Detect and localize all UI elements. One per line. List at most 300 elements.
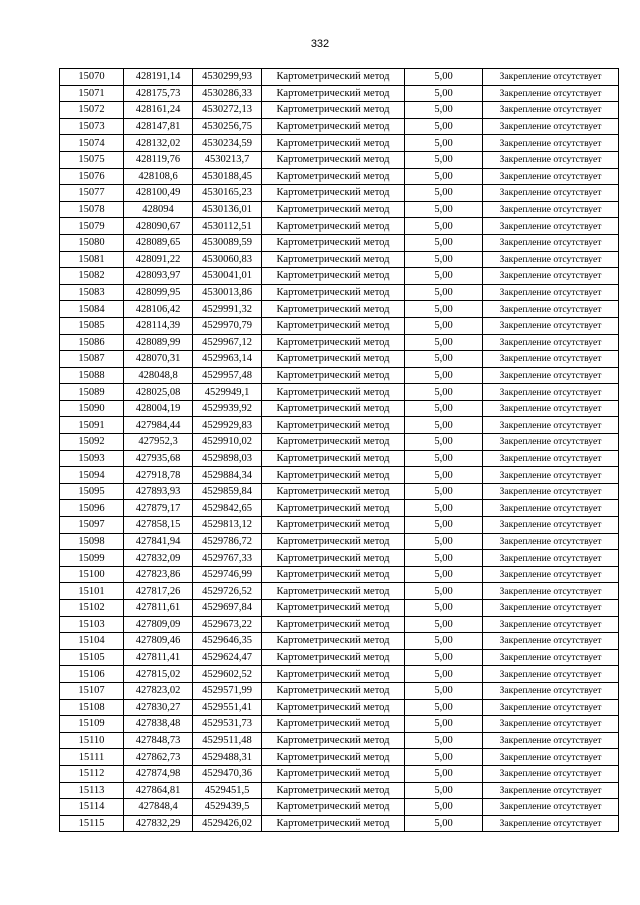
- x-coordinate-cell: 427874,98: [124, 765, 193, 782]
- determination-method-cell: Картометрический метод: [262, 450, 405, 467]
- y-coordinate-cell: 4529813,12: [193, 517, 262, 534]
- table-row: [60, 732, 619, 749]
- x-coordinate-cell: 427984,44: [124, 417, 193, 434]
- accuracy-cell: 5,00: [405, 765, 483, 782]
- fixing-description-cell: Закрепление отсутствует: [483, 550, 619, 567]
- fixing-description-cell: Закрепление отсутствует: [483, 566, 619, 583]
- y-coordinate-cell: 4529842,65: [193, 500, 262, 517]
- x-coordinate-cell: 428147,81: [124, 118, 193, 135]
- determination-method-cell: Картометрический метод: [262, 483, 405, 500]
- accuracy-cell: 5,00: [405, 135, 483, 152]
- point-number-cell: 15087: [60, 351, 124, 368]
- table-row: [60, 334, 619, 351]
- page-number: 332: [310, 38, 330, 50]
- y-coordinate-cell: 4529697,84: [193, 600, 262, 617]
- point-number-cell: 15092: [60, 434, 124, 451]
- y-coordinate-cell: 4529949,1: [193, 384, 262, 401]
- determination-method-cell: Картометрический метод: [262, 699, 405, 716]
- fixing-description-cell: Закрепление отсутствует: [483, 367, 619, 384]
- y-coordinate-cell: 4530256,75: [193, 118, 262, 135]
- x-coordinate-cell: 427811,41: [124, 649, 193, 666]
- fixing-description-cell: Закрепление отсутствует: [483, 384, 619, 401]
- table-row: [60, 782, 619, 799]
- fixing-description-cell: Закрепление отсутствует: [483, 732, 619, 749]
- table-row: [60, 533, 619, 550]
- y-coordinate-cell: 4529470,36: [193, 765, 262, 782]
- x-coordinate-cell: 428119,76: [124, 151, 193, 168]
- point-number-cell: 15102: [60, 600, 124, 617]
- x-coordinate-cell: 427832,29: [124, 815, 193, 832]
- x-coordinate-cell: 428090,67: [124, 218, 193, 235]
- point-number-cell: 15089: [60, 384, 124, 401]
- fixing-description-cell: Закрепление отсутствует: [483, 500, 619, 517]
- accuracy-cell: 5,00: [405, 85, 483, 102]
- point-number-cell: 15083: [60, 284, 124, 301]
- point-number-cell: 15084: [60, 301, 124, 318]
- table-row: [60, 517, 619, 534]
- determination-method-cell: Картометрический метод: [262, 533, 405, 550]
- determination-method-cell: Картометрический метод: [262, 732, 405, 749]
- y-coordinate-cell: 4530272,13: [193, 102, 262, 119]
- table-row: [60, 500, 619, 517]
- fixing-description-cell: Закрепление отсутствует: [483, 218, 619, 235]
- accuracy-cell: 5,00: [405, 417, 483, 434]
- point-number-cell: 15088: [60, 367, 124, 384]
- point-number-cell: 15090: [60, 400, 124, 417]
- fixing-description-cell: Закрепление отсутствует: [483, 234, 619, 251]
- table-row: [60, 815, 619, 832]
- point-number-cell: 15077: [60, 185, 124, 202]
- x-coordinate-cell: 427815,02: [124, 666, 193, 683]
- table-row: [60, 600, 619, 617]
- x-coordinate-cell: 428191,14: [124, 69, 193, 86]
- point-number-cell: 15107: [60, 682, 124, 699]
- table-row: [60, 799, 619, 816]
- x-coordinate-cell: 427823,86: [124, 566, 193, 583]
- x-coordinate-cell: 428093,97: [124, 268, 193, 285]
- fixing-description-cell: Закрепление отсутствует: [483, 483, 619, 500]
- point-number-cell: 15103: [60, 616, 124, 633]
- x-coordinate-cell: 428091,22: [124, 251, 193, 268]
- x-coordinate-cell: 427823,02: [124, 682, 193, 699]
- accuracy-cell: 5,00: [405, 400, 483, 417]
- accuracy-cell: 5,00: [405, 317, 483, 334]
- y-coordinate-cell: 4530213,7: [193, 151, 262, 168]
- accuracy-cell: 5,00: [405, 583, 483, 600]
- accuracy-cell: 5,00: [405, 666, 483, 683]
- y-coordinate-cell: 4529624,47: [193, 649, 262, 666]
- table-row: [60, 666, 619, 683]
- fixing-description-cell: Закрепление отсутствует: [483, 168, 619, 185]
- x-coordinate-cell: 428132,02: [124, 135, 193, 152]
- determination-method-cell: Картометрический метод: [262, 434, 405, 451]
- x-coordinate-cell: 427841,94: [124, 533, 193, 550]
- y-coordinate-cell: 4530286,33: [193, 85, 262, 102]
- accuracy-cell: 5,00: [405, 151, 483, 168]
- x-coordinate-cell: 427817,26: [124, 583, 193, 600]
- table-row: [60, 682, 619, 699]
- determination-method-cell: Картометрический метод: [262, 201, 405, 218]
- fixing-description-cell: Закрепление отсутствует: [483, 600, 619, 617]
- accuracy-cell: 5,00: [405, 218, 483, 235]
- accuracy-cell: 5,00: [405, 533, 483, 550]
- table-row: [60, 284, 619, 301]
- point-number-cell: 15112: [60, 765, 124, 782]
- determination-method-cell: Картометрический метод: [262, 566, 405, 583]
- x-coordinate-cell: 427879,17: [124, 500, 193, 517]
- fixing-description-cell: Закрепление отсутствует: [483, 201, 619, 218]
- table-row: [60, 483, 619, 500]
- table-row: [60, 118, 619, 135]
- y-coordinate-cell: 4529571,99: [193, 682, 262, 699]
- accuracy-cell: 5,00: [405, 467, 483, 484]
- accuracy-cell: 5,00: [405, 251, 483, 268]
- determination-method-cell: Картометрический метод: [262, 666, 405, 683]
- fixing-description-cell: Закрепление отсутствует: [483, 649, 619, 666]
- point-number-cell: 15097: [60, 517, 124, 534]
- fixing-description-cell: Закрепление отсутствует: [483, 666, 619, 683]
- determination-method-cell: Картометрический метод: [262, 151, 405, 168]
- determination-method-cell: Картометрический метод: [262, 118, 405, 135]
- y-coordinate-cell: 4529786,72: [193, 533, 262, 550]
- point-number-cell: 15080: [60, 234, 124, 251]
- fixing-description-cell: Закрепление отсутствует: [483, 151, 619, 168]
- table-row: [60, 301, 619, 318]
- fixing-description-cell: Закрепление отсутствует: [483, 682, 619, 699]
- table-row: [60, 69, 619, 86]
- accuracy-cell: 5,00: [405, 434, 483, 451]
- x-coordinate-cell: 428106,42: [124, 301, 193, 318]
- determination-method-cell: Картометрический метод: [262, 815, 405, 832]
- point-number-cell: 15086: [60, 334, 124, 351]
- y-coordinate-cell: 4529929,83: [193, 417, 262, 434]
- accuracy-cell: 5,00: [405, 168, 483, 185]
- table-row: [60, 168, 619, 185]
- y-coordinate-cell: 4529767,33: [193, 550, 262, 567]
- table-row: [60, 317, 619, 334]
- point-number-cell: 15096: [60, 500, 124, 517]
- fixing-description-cell: Закрепление отсутствует: [483, 749, 619, 766]
- y-coordinate-cell: 4529673,22: [193, 616, 262, 633]
- y-coordinate-cell: 4530041,01: [193, 268, 262, 285]
- accuracy-cell: 5,00: [405, 268, 483, 285]
- y-coordinate-cell: 4530136,01: [193, 201, 262, 218]
- table-row: [60, 135, 619, 152]
- determination-method-cell: Картометрический метод: [262, 334, 405, 351]
- accuracy-cell: 5,00: [405, 732, 483, 749]
- determination-method-cell: Картометрический метод: [262, 135, 405, 152]
- y-coordinate-cell: 4530060,83: [193, 251, 262, 268]
- fixing-description-cell: Закрепление отсутствует: [483, 118, 619, 135]
- fixing-description-cell: Закрепление отсутствует: [483, 417, 619, 434]
- y-coordinate-cell: 4530089,59: [193, 234, 262, 251]
- determination-method-cell: Картометрический метод: [262, 749, 405, 766]
- x-coordinate-cell: 427918,78: [124, 467, 193, 484]
- accuracy-cell: 5,00: [405, 633, 483, 650]
- table-row: [60, 102, 619, 119]
- point-number-cell: 15099: [60, 550, 124, 567]
- accuracy-cell: 5,00: [405, 749, 483, 766]
- fixing-description-cell: Закрепление отсутствует: [483, 351, 619, 368]
- determination-method-cell: Картометрический метод: [262, 85, 405, 102]
- determination-method-cell: Картометрический метод: [262, 765, 405, 782]
- determination-method-cell: Картометрический метод: [262, 799, 405, 816]
- accuracy-cell: 5,00: [405, 185, 483, 202]
- table-row: [60, 151, 619, 168]
- y-coordinate-cell: 4529939,92: [193, 400, 262, 417]
- point-number-cell: 15115: [60, 815, 124, 832]
- point-number-cell: 15075: [60, 151, 124, 168]
- y-coordinate-cell: 4529426,02: [193, 815, 262, 832]
- accuracy-cell: 5,00: [405, 301, 483, 318]
- y-coordinate-cell: 4529910,02: [193, 434, 262, 451]
- determination-method-cell: Картометрический метод: [262, 317, 405, 334]
- y-coordinate-cell: 4529531,73: [193, 716, 262, 733]
- determination-method-cell: Картометрический метод: [262, 185, 405, 202]
- x-coordinate-cell: 427811,61: [124, 600, 193, 617]
- table-row: [60, 467, 619, 484]
- determination-method-cell: Картометрический метод: [262, 649, 405, 666]
- x-coordinate-cell: 427848,73: [124, 732, 193, 749]
- point-number-cell: 15072: [60, 102, 124, 119]
- accuracy-cell: 5,00: [405, 600, 483, 617]
- y-coordinate-cell: 4529439,5: [193, 799, 262, 816]
- x-coordinate-cell: 428114,39: [124, 317, 193, 334]
- point-number-cell: 15094: [60, 467, 124, 484]
- x-coordinate-cell: 428100,49: [124, 185, 193, 202]
- fixing-description-cell: Закрепление отсутствует: [483, 135, 619, 152]
- fixing-description-cell: Закрепление отсутствует: [483, 699, 619, 716]
- x-coordinate-cell: 427935,68: [124, 450, 193, 467]
- determination-method-cell: Картометрический метод: [262, 517, 405, 534]
- table-row: [60, 85, 619, 102]
- determination-method-cell: Картометрический метод: [262, 301, 405, 318]
- table-row: [60, 218, 619, 235]
- determination-method-cell: Картометрический метод: [262, 218, 405, 235]
- y-coordinate-cell: 4529884,34: [193, 467, 262, 484]
- point-number-cell: 15074: [60, 135, 124, 152]
- point-number-cell: 15079: [60, 218, 124, 235]
- fixing-description-cell: Закрепление отсутствует: [483, 69, 619, 86]
- x-coordinate-cell: 427848,4: [124, 799, 193, 816]
- fixing-description-cell: Закрепление отсутствует: [483, 583, 619, 600]
- y-coordinate-cell: 4529646,35: [193, 633, 262, 650]
- fixing-description-cell: Закрепление отсутствует: [483, 334, 619, 351]
- table-row: [60, 649, 619, 666]
- x-coordinate-cell: 428099,95: [124, 284, 193, 301]
- y-coordinate-cell: 4530165,23: [193, 185, 262, 202]
- x-coordinate-cell: 428089,99: [124, 334, 193, 351]
- x-coordinate-cell: 427809,46: [124, 633, 193, 650]
- point-number-cell: 15113: [60, 782, 124, 799]
- y-coordinate-cell: 4529511,48: [193, 732, 262, 749]
- accuracy-cell: 5,00: [405, 69, 483, 86]
- table-row: [60, 185, 619, 202]
- coordinates-table: [59, 68, 619, 832]
- accuracy-cell: 5,00: [405, 682, 483, 699]
- determination-method-cell: Картометрический метод: [262, 583, 405, 600]
- fixing-description-cell: Закрепление отсутствует: [483, 268, 619, 285]
- determination-method-cell: Картометрический метод: [262, 168, 405, 185]
- determination-method-cell: Картометрический метод: [262, 550, 405, 567]
- y-coordinate-cell: 4530234,59: [193, 135, 262, 152]
- accuracy-cell: 5,00: [405, 517, 483, 534]
- point-number-cell: 15101: [60, 583, 124, 600]
- point-number-cell: 15109: [60, 716, 124, 733]
- table-row: [60, 450, 619, 467]
- point-number-cell: 15108: [60, 699, 124, 716]
- accuracy-cell: 5,00: [405, 284, 483, 301]
- y-coordinate-cell: 4529967,12: [193, 334, 262, 351]
- accuracy-cell: 5,00: [405, 201, 483, 218]
- accuracy-cell: 5,00: [405, 649, 483, 666]
- accuracy-cell: 5,00: [405, 102, 483, 119]
- fixing-description-cell: Закрепление отсутствует: [483, 284, 619, 301]
- table-row: [60, 351, 619, 368]
- x-coordinate-cell: 427864,81: [124, 782, 193, 799]
- point-number-cell: 15091: [60, 417, 124, 434]
- x-coordinate-cell: 428048,8: [124, 367, 193, 384]
- determination-method-cell: Картометрический метод: [262, 367, 405, 384]
- determination-method-cell: Картометрический метод: [262, 600, 405, 617]
- determination-method-cell: Картометрический метод: [262, 284, 405, 301]
- y-coordinate-cell: 4529859,84: [193, 483, 262, 500]
- fixing-description-cell: Закрепление отсутствует: [483, 251, 619, 268]
- table-row: [60, 749, 619, 766]
- point-number-cell: 15105: [60, 649, 124, 666]
- accuracy-cell: 5,00: [405, 815, 483, 832]
- accuracy-cell: 5,00: [405, 483, 483, 500]
- x-coordinate-cell: 427838,48: [124, 716, 193, 733]
- y-coordinate-cell: 4529746,99: [193, 566, 262, 583]
- x-coordinate-cell: 428094: [124, 201, 193, 218]
- accuracy-cell: 5,00: [405, 367, 483, 384]
- point-number-cell: 15082: [60, 268, 124, 285]
- y-coordinate-cell: 4529957,48: [193, 367, 262, 384]
- accuracy-cell: 5,00: [405, 566, 483, 583]
- point-number-cell: 15071: [60, 85, 124, 102]
- table-row: [60, 384, 619, 401]
- accuracy-cell: 5,00: [405, 616, 483, 633]
- point-number-cell: 15106: [60, 666, 124, 683]
- x-coordinate-cell: 428070,31: [124, 351, 193, 368]
- table-row: [60, 583, 619, 600]
- determination-method-cell: Картометрический метод: [262, 500, 405, 517]
- determination-method-cell: Картометрический метод: [262, 69, 405, 86]
- x-coordinate-cell: 427832,09: [124, 550, 193, 567]
- accuracy-cell: 5,00: [405, 799, 483, 816]
- table-row: [60, 201, 619, 218]
- x-coordinate-cell: 427862,73: [124, 749, 193, 766]
- y-coordinate-cell: 4530112,51: [193, 218, 262, 235]
- point-number-cell: 15111: [60, 749, 124, 766]
- fixing-description-cell: Закрепление отсутствует: [483, 400, 619, 417]
- table-row: [60, 268, 619, 285]
- fixing-description-cell: Закрепление отсутствует: [483, 782, 619, 799]
- y-coordinate-cell: 4530013,86: [193, 284, 262, 301]
- table-row: [60, 699, 619, 716]
- point-number-cell: 15073: [60, 118, 124, 135]
- determination-method-cell: Картометрический метод: [262, 251, 405, 268]
- coordinates-table-body: [60, 69, 619, 832]
- point-number-cell: 15070: [60, 69, 124, 86]
- table-row: [60, 765, 619, 782]
- x-coordinate-cell: 428004,19: [124, 400, 193, 417]
- point-number-cell: 15078: [60, 201, 124, 218]
- fixing-description-cell: Закрепление отсутствует: [483, 799, 619, 816]
- y-coordinate-cell: 4529726,52: [193, 583, 262, 600]
- fixing-description-cell: Закрепление отсутствует: [483, 301, 619, 318]
- fixing-description-cell: Закрепление отсутствует: [483, 616, 619, 633]
- y-coordinate-cell: 4529963,14: [193, 351, 262, 368]
- determination-method-cell: Картометрический метод: [262, 400, 405, 417]
- table-row: [60, 367, 619, 384]
- table-row: [60, 633, 619, 650]
- table-row: [60, 434, 619, 451]
- accuracy-cell: 5,00: [405, 334, 483, 351]
- x-coordinate-cell: 427830,27: [124, 699, 193, 716]
- accuracy-cell: 5,00: [405, 550, 483, 567]
- fixing-description-cell: Закрепление отсутствует: [483, 716, 619, 733]
- y-coordinate-cell: 4529488,31: [193, 749, 262, 766]
- point-number-cell: 15098: [60, 533, 124, 550]
- determination-method-cell: Картометрический метод: [262, 268, 405, 285]
- table-row: [60, 234, 619, 251]
- y-coordinate-cell: 4529451,5: [193, 782, 262, 799]
- determination-method-cell: Картометрический метод: [262, 102, 405, 119]
- point-number-cell: 15095: [60, 483, 124, 500]
- table-row: [60, 400, 619, 417]
- accuracy-cell: 5,00: [405, 782, 483, 799]
- point-number-cell: 15114: [60, 799, 124, 816]
- x-coordinate-cell: 428089,65: [124, 234, 193, 251]
- fixing-description-cell: Закрепление отсутствует: [483, 450, 619, 467]
- fixing-description-cell: Закрепление отсутствует: [483, 533, 619, 550]
- table-row: [60, 550, 619, 567]
- point-number-cell: 15076: [60, 168, 124, 185]
- y-coordinate-cell: 4530188,45: [193, 168, 262, 185]
- accuracy-cell: 5,00: [405, 699, 483, 716]
- x-coordinate-cell: 428161,24: [124, 102, 193, 119]
- point-number-cell: 15093: [60, 450, 124, 467]
- x-coordinate-cell: 428025,08: [124, 384, 193, 401]
- table-row: [60, 251, 619, 268]
- table-row: [60, 616, 619, 633]
- determination-method-cell: Картометрический метод: [262, 682, 405, 699]
- x-coordinate-cell: 427893,93: [124, 483, 193, 500]
- point-number-cell: 15081: [60, 251, 124, 268]
- table-row: [60, 566, 619, 583]
- point-number-cell: 15100: [60, 566, 124, 583]
- table-row: [60, 417, 619, 434]
- y-coordinate-cell: 4529602,52: [193, 666, 262, 683]
- determination-method-cell: Картометрический метод: [262, 384, 405, 401]
- y-coordinate-cell: 4529991,32: [193, 301, 262, 318]
- accuracy-cell: 5,00: [405, 118, 483, 135]
- fixing-description-cell: Закрепление отсутствует: [483, 467, 619, 484]
- fixing-description-cell: Закрепление отсутствует: [483, 633, 619, 650]
- y-coordinate-cell: 4530299,93: [193, 69, 262, 86]
- fixing-description-cell: Закрепление отсутствует: [483, 815, 619, 832]
- accuracy-cell: 5,00: [405, 716, 483, 733]
- fixing-description-cell: Закрепление отсутствует: [483, 517, 619, 534]
- table-row: [60, 716, 619, 733]
- determination-method-cell: Картометрический метод: [262, 351, 405, 368]
- determination-method-cell: Картометрический метод: [262, 234, 405, 251]
- y-coordinate-cell: 4529970,79: [193, 317, 262, 334]
- accuracy-cell: 5,00: [405, 384, 483, 401]
- determination-method-cell: Картометрический метод: [262, 616, 405, 633]
